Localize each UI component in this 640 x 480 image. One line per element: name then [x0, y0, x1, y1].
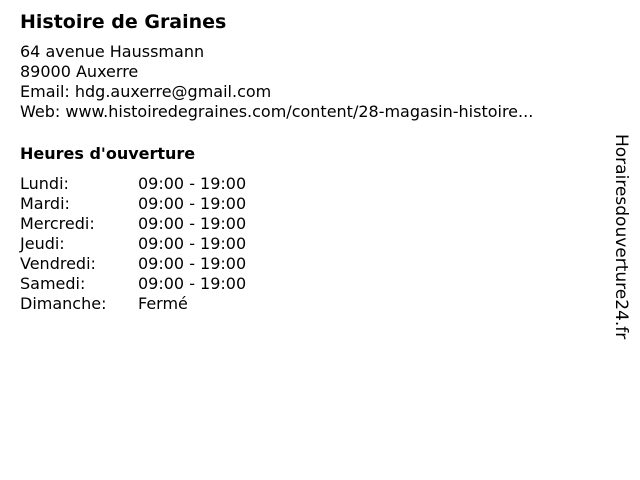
- day-label: Jeudi:: [20, 234, 65, 253]
- website-line: Web: www.histoiredegraines.com/content/28-magasin-histoire...: [20, 102, 534, 121]
- time-range: Fermé: [138, 294, 188, 313]
- hours-row-friday: [20, 254, 600, 274]
- opening-hours-table: [20, 174, 600, 314]
- time-range: 09:00 - 19:00: [138, 194, 247, 213]
- address-street: 64 avenue Haussmann: [20, 42, 205, 61]
- day-label: Lundi:: [20, 174, 69, 193]
- site-watermark: Horairesdouverture24.fr: [611, 134, 631, 340]
- day-label: Mardi:: [20, 194, 70, 213]
- business-name: Histoire de Graines: [20, 11, 227, 33]
- hours-row-monday: [20, 174, 600, 194]
- time-range: 09:00 - 19:00: [138, 214, 247, 233]
- hours-row-thursday: [20, 234, 600, 254]
- day-label: Vendredi:: [20, 254, 96, 273]
- hours-row-tuesday: [20, 194, 600, 214]
- day-label: Samedi:: [20, 274, 86, 293]
- hours-row-saturday: [20, 274, 600, 294]
- opening-hours-heading: Heures d'ouverture: [20, 144, 196, 163]
- business-card: [20, 10, 600, 314]
- time-range: 09:00 - 19:00: [138, 274, 247, 293]
- time-range: 09:00 - 19:00: [138, 254, 247, 273]
- hours-row-wednesday: [20, 214, 600, 234]
- hours-row-sunday: [20, 294, 600, 314]
- time-range: 09:00 - 19:00: [138, 234, 247, 253]
- time-range: 09:00 - 19:00: [138, 174, 247, 193]
- email-line: Email: hdg.auxerre@gmail.com: [20, 82, 272, 101]
- day-label: Mercredi:: [20, 214, 95, 233]
- address-city: 89000 Auxerre: [20, 62, 139, 81]
- day-label: Dimanche:: [20, 294, 107, 313]
